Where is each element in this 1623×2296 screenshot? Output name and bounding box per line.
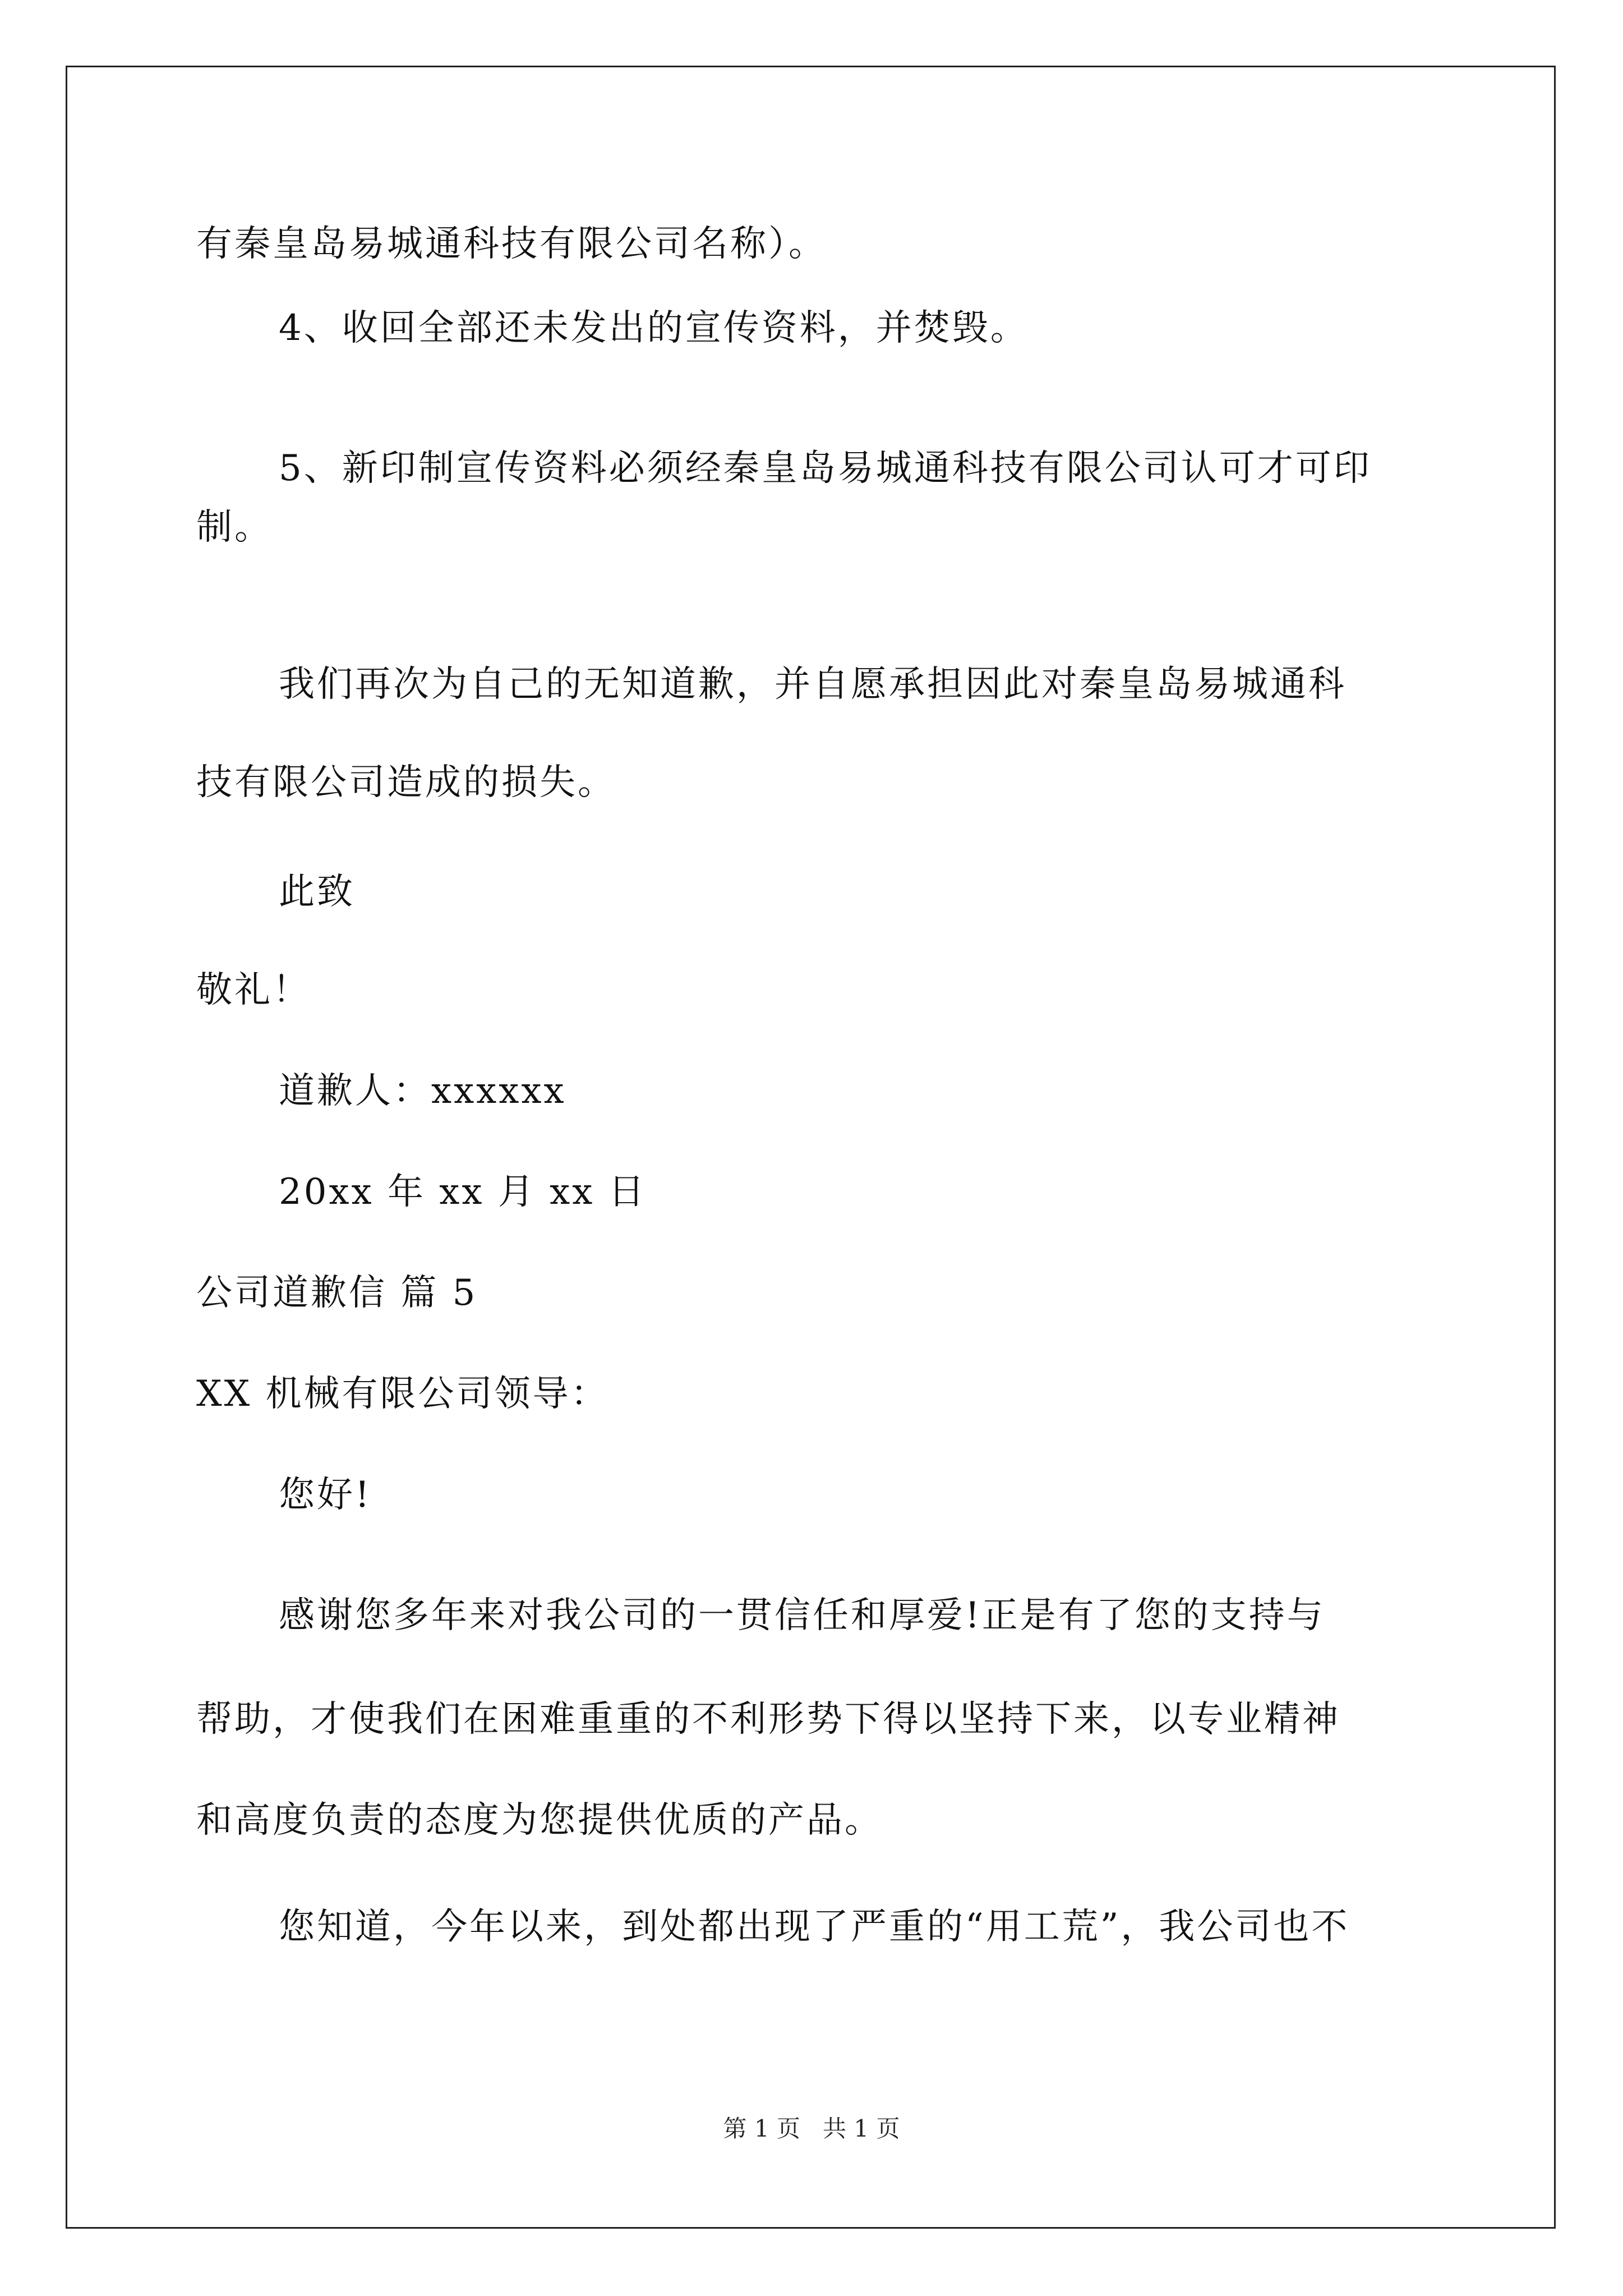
text-line-6: 技有限公司造成的损失。 <box>196 762 616 803</box>
text-line-7: 此致 <box>279 871 355 913</box>
text-line-12: XX 机械有限公司领导： <box>196 1373 609 1415</box>
text-line-17: 您知道，今年以来，到处都出现了严重的“用工荒”，我公司也不 <box>279 1906 1350 1948</box>
text-line-3: 5、新印制宣传资料必须经秦皇岛易城通科技有限公司认可才可印 <box>279 448 1372 489</box>
text-line-2: 4、收回全部还未发出的宣传资料，并焚毁。 <box>279 307 1029 349</box>
text-line-16: 和高度负责的态度为您提供优质的产品。 <box>196 1800 883 1841</box>
text-line-4: 制。 <box>196 507 273 548</box>
text-line-10: 20xx 年 xx 月 xx 日 <box>279 1171 647 1213</box>
text-line-13: 您好! <box>279 1474 372 1516</box>
text-line-5: 我们再次为自己的无知道歉，并自愿承担因此对秦皇岛易城通科 <box>279 664 1347 705</box>
text-line-9: 道歉人：xxxxxx <box>279 1070 566 1112</box>
page-footer: 第 1 页 共 1 页 <box>723 2115 900 2142</box>
text-line-8: 敬礼！ <box>196 969 311 1011</box>
text-line-14: 感谢您多年来对我公司的一贯信任和厚爱!正是有了您的支持与 <box>279 1595 1325 1636</box>
text-line-11: 公司道歉信 篇 5 <box>196 1272 478 1314</box>
text-line-15: 帮助，才使我们在困难重重的不利形势下得以坚持下来，以专业精神 <box>196 1699 1340 1740</box>
text-line-1: 有秦皇岛易城通科技有限公司名称）。 <box>196 223 827 265</box>
